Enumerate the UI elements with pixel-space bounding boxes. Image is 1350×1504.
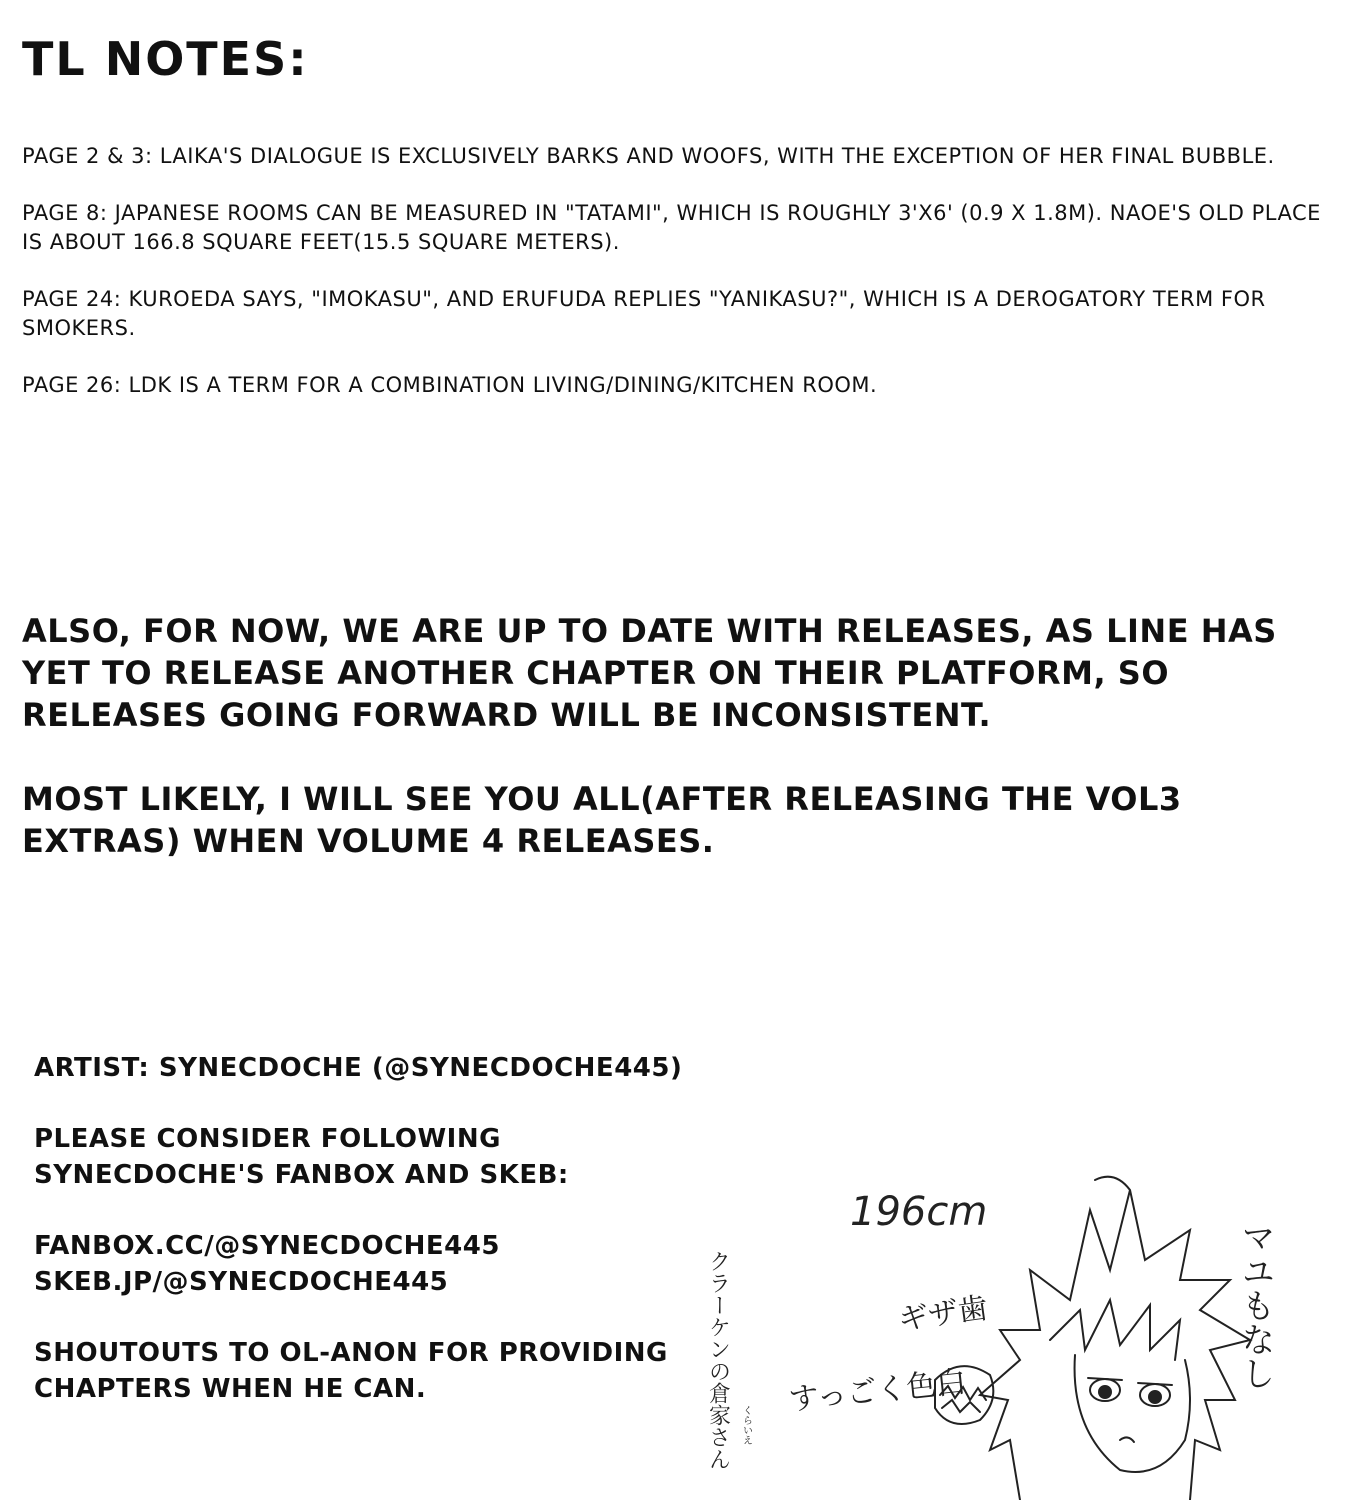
fanbox-link[interactable]: FANBOX.CC/@SYNECDOCHE445	[34, 1231, 500, 1261]
no-eyebrows-note: マユもなし	[1235, 1220, 1275, 1390]
character-sketch	[690, 1150, 1350, 1500]
height-note: 196cm	[850, 1189, 988, 1235]
tl-note-page-24: PAGE 24: KUROEDA SAYS, "IMOKASU", AND ERUFUDA REPLIES "YANIKASU?", WHICH IS A DEROGATORY TERM FOR SMOKERS.	[22, 287, 1266, 340]
release-announcement	[22, 610, 1332, 904]
tl-note-page-8: PAGE 8: JAPANESE ROOMS CAN BE MEASURED IN "TATAMI", WHICH IS ROUGHLY 3'X6' (0.9 X 1.8M). NAOE'S OLD PLACE IS ABOUT 166.8 SQUARE FEET(15.5 SQUARE METERS).	[22, 201, 1321, 254]
credits-section	[34, 1050, 714, 1442]
tl-note-page-2-3: PAGE 2 & 3: LAIKA'S DIALOGUE IS EXCLUSIVELY BARKS AND WOOFS, WITH THE EXCEPTION OF HER FINAL BUBBLE.	[22, 144, 1275, 168]
support-request: PLEASE CONSIDER FOLLOWING SYNECDOCHE'S FANBOX AND SKEB:	[34, 1124, 569, 1190]
tl-note-page-26: PAGE 26: LDK IS A TERM FOR A COMBINATION LIVING/DINING/KITCHEN ROOM.	[22, 373, 878, 397]
release-status-text: ALSO, FOR NOW, WE ARE UP TO DATE WITH RELEASES, AS LINE HAS YET TO RELEASE ANOTHER CHAPTER ON THEIR PLATFORM, SO RELEASES GOING FORWARD WILL BE INCONSISTENT.	[22, 612, 1277, 734]
furigana: くらいえ	[740, 1405, 752, 1445]
vertical-title: クラーケンの倉家さん	[705, 1250, 731, 1470]
artist-links	[34, 1228, 714, 1300]
skeb-link[interactable]: SKEB.JP/@SYNECDOCHE445	[34, 1267, 449, 1297]
artist-credit: ARTIST: SYNECDOCHE (@SYNECDOCHE445)	[34, 1053, 683, 1083]
jagged-teeth-note: ギザ歯	[896, 1290, 991, 1338]
pale-skin-note: すっごく色白	[787, 1364, 969, 1418]
tl-notes-list	[22, 142, 1332, 428]
next-release-text: MOST LIKELY, I WILL SEE YOU ALL(AFTER RELEASING THE VOL3 EXTRAS) WHEN VOLUME 4 RELEASES.	[22, 780, 1182, 860]
shoutout-text: SHOUTOUTS TO OL-ANON FOR PROVIDING CHAPTERS WHEN HE CAN.	[34, 1338, 668, 1404]
page-title: TL NOTES:	[22, 32, 309, 86]
